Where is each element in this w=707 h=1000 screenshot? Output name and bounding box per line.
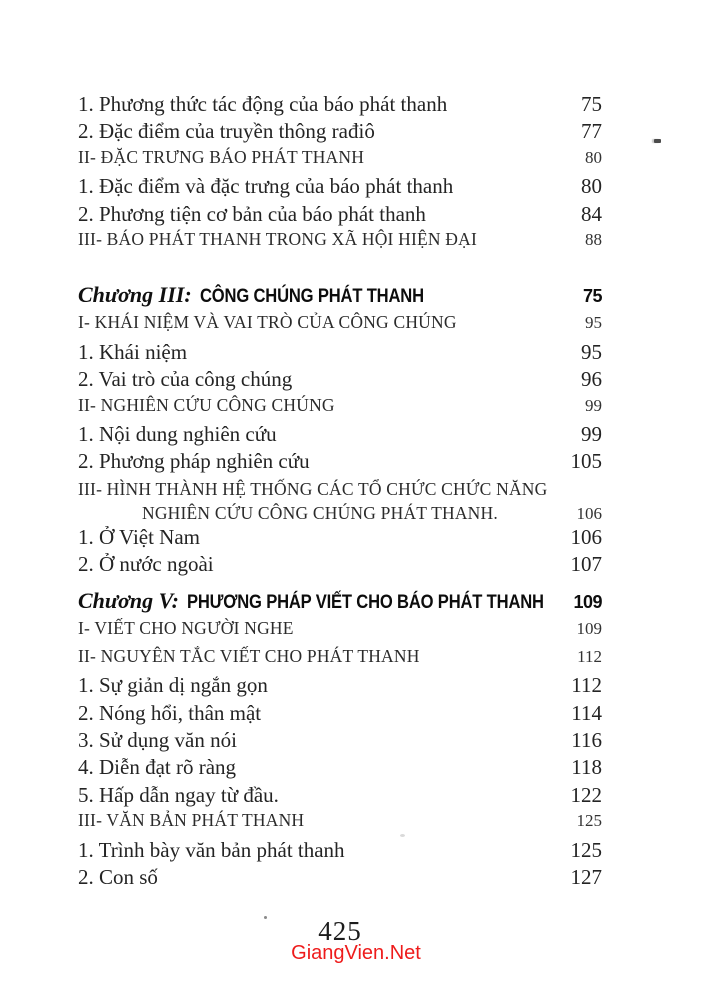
toc-entry-page: 112 [571, 673, 602, 698]
toc-entry-page: 77 [581, 119, 602, 144]
toc-entry-page: 105 [570, 449, 602, 474]
toc-row [78, 477, 602, 525]
chapter-heading [78, 588, 602, 618]
toc-entry-page: 125 [570, 837, 602, 862]
toc-row [78, 701, 602, 728]
chapter-title: CÔNG CHÚNG PHÁT THANH [199, 285, 424, 308]
toc-entry-page: 106 [570, 524, 602, 549]
toc-row [78, 865, 602, 892]
toc-entry-label: 5. Hấp dẫn ngay từ đầu. [78, 782, 279, 807]
chapter-heading [78, 282, 602, 312]
toc-entry-label: III- VĂN BẢN PHÁT THANH [78, 810, 305, 831]
toc-entry-label: 2. Vai trò của công chúng [78, 367, 293, 392]
chapter-heading-left [78, 588, 556, 614]
toc [78, 92, 602, 892]
toc-row [78, 92, 602, 119]
page-number: 425 [318, 916, 362, 946]
toc-row [78, 229, 602, 256]
toc-entry-page: 106 [576, 503, 602, 523]
toc-row [78, 449, 602, 476]
toc-row [78, 422, 602, 449]
chapter-page-number: 109 [573, 592, 602, 613]
chapter-heading-left [78, 282, 556, 308]
toc-entry-page: 99 [581, 421, 602, 446]
toc-entry-label: II- ĐẶC TRƯNG BÁO PHÁT THANH [78, 146, 365, 167]
toc-entry-label: I- KHÁI NIỆM VÀ VAI TRÒ CỦA CÔNG CHÚNG [78, 312, 457, 333]
toc-entry-label: 2. Nóng hổi, thân mật [78, 700, 262, 725]
toc-entry-label: III- BÁO PHÁT THANH TRONG XÃ HỘI HIỆN ĐẠI [78, 228, 478, 249]
toc-section-2 [78, 282, 602, 579]
scan-artifact-smudge [400, 834, 405, 837]
toc-section-1 [78, 92, 602, 256]
toc-entry-label: III- HÌNH THÀNH HỆ THỐNG CÁC TỔ CHỨC CHỨC NĂNG [78, 478, 548, 499]
toc-entry-page: 127 [570, 864, 602, 889]
toc-row [78, 755, 602, 782]
toc-entry-label: NGHIÊN CỨU CÔNG CHÚNG PHÁT THANH. [142, 502, 498, 523]
toc-entry-label: 4. Diễn đạt rõ ràng [78, 755, 237, 780]
toc-entry-page: 96 [581, 367, 602, 392]
toc-row [78, 119, 602, 146]
toc-entry-page: 112 [577, 646, 602, 666]
toc-row [78, 810, 602, 837]
toc-entry-page: 80 [585, 147, 602, 167]
toc-entry-label: 2. Phương pháp nghiên cứu [78, 449, 310, 474]
chapter-label: Chương III: [78, 282, 192, 308]
toc-row [78, 340, 602, 367]
toc-row [78, 783, 602, 810]
toc-entry-label: 1. Khái niệm [78, 339, 188, 364]
watermark-text: GiangVien.Net [291, 942, 421, 964]
toc-entry-label: 1. Trình bày văn bản phát thanh [78, 837, 345, 862]
toc-entry-page: 80 [581, 174, 602, 199]
toc-entry-page: 95 [581, 339, 602, 364]
chapter-page-number: 75 [582, 286, 602, 307]
toc-row [78, 312, 602, 339]
toc-entry-label: II- NGHIÊN CỨU CÔNG CHÚNG [78, 394, 335, 415]
toc-entry-page: 109 [576, 619, 602, 639]
toc-entry-page: 114 [571, 700, 602, 725]
toc-entry-label: 1. Nội dung nghiên cứu [78, 421, 277, 446]
toc-entry-page: 107 [570, 552, 602, 577]
toc-entry-page: 95 [585, 313, 602, 333]
toc-row [78, 174, 602, 201]
toc-row [78, 618, 602, 645]
toc-entry-label: I- VIẾT CHO NGƯỜI NGHE [78, 618, 294, 639]
toc-entry-page: 125 [576, 811, 602, 831]
toc-row [78, 202, 602, 229]
toc-row [78, 525, 602, 552]
toc-entry-label: II- NGUYÊN TẮC VIẾT CHO PHÁT THANH [78, 645, 420, 666]
toc-entry-page: 116 [571, 728, 602, 753]
scan-artifact-dash [654, 139, 661, 143]
toc-row [78, 367, 602, 394]
toc-section-3 [78, 588, 602, 892]
toc-row [78, 552, 602, 579]
toc-row [78, 395, 602, 422]
toc-row [78, 147, 602, 174]
toc-entry-label: 2. Ở nước ngoài [78, 552, 214, 577]
toc-entry-label: 2. Phương tiện cơ bản của báo phát thanh [78, 201, 426, 226]
toc-entry-page: 75 [581, 92, 602, 116]
toc-entry-label: 2. Con số [78, 864, 158, 889]
toc-entry-page: 99 [585, 395, 602, 415]
toc-entry-page: 84 [581, 201, 602, 226]
toc-entry-label: 3. Sử dụng văn nói [78, 728, 237, 753]
toc-entry-label: 1. Phương thức tác động của báo phát thanh [78, 92, 448, 116]
toc-row [78, 673, 602, 700]
chapter-title: PHƯƠNG PHÁP VIẾT CHO BÁO PHÁT THANH [187, 591, 544, 614]
toc-entry-label: 1. Sự giản dị ngắn gọn [78, 673, 268, 698]
toc-row [78, 646, 602, 673]
toc-entry-page: 88 [585, 229, 602, 249]
toc-row [78, 838, 602, 865]
toc-entry-label: 1. Đặc điểm và đặc trưng của báo phát thanh [78, 174, 454, 199]
toc-entry-continuation [78, 501, 602, 525]
chapter-label: Chương V: [78, 588, 179, 614]
toc-entry-label: 2. Đặc điểm của truyền thông rađiô [78, 119, 375, 144]
scan-artifact-dot [264, 916, 267, 919]
toc-entry-page: 118 [571, 755, 602, 780]
toc-entry-label: 1. Ở Việt Nam [78, 524, 201, 549]
toc-entry-page: 122 [570, 782, 602, 807]
toc-row [78, 728, 602, 755]
